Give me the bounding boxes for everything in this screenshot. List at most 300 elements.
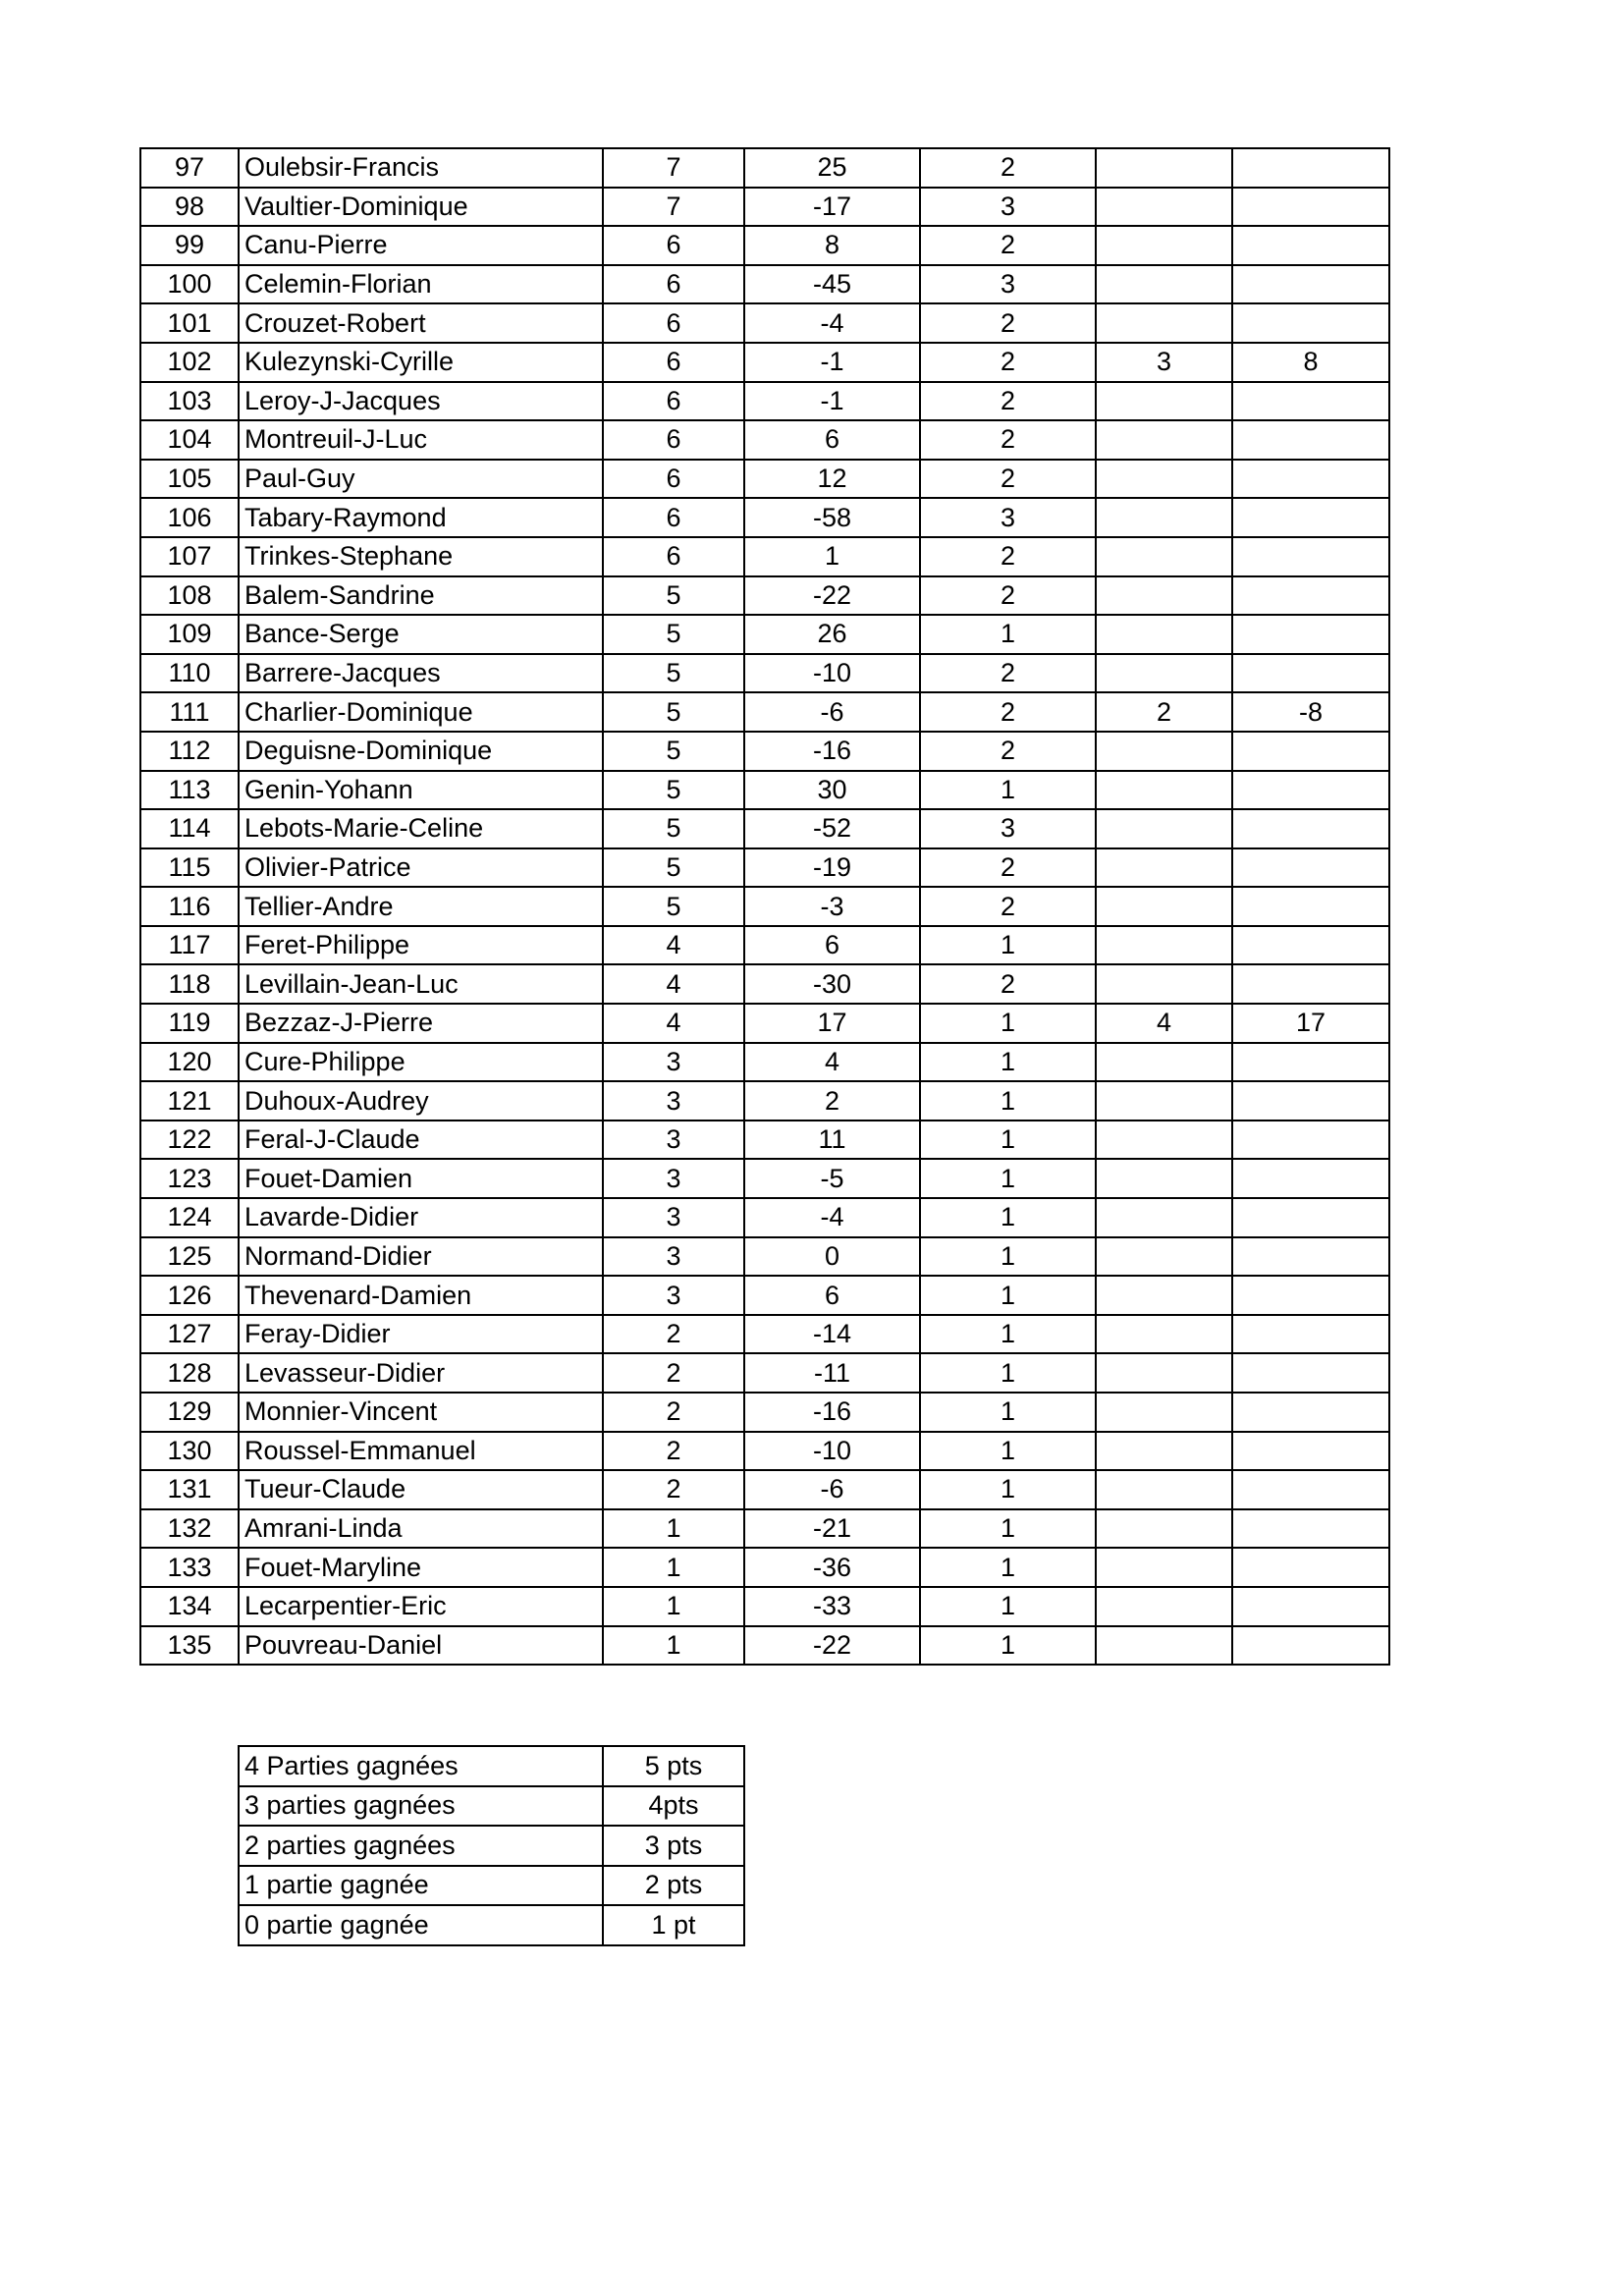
score-difference-cell: -5 (744, 1159, 920, 1198)
extra-value-2-cell (1232, 148, 1389, 188)
extra-value-2-cell (1232, 1548, 1389, 1587)
extra-value-2-cell (1232, 188, 1389, 227)
points-cell: 3 (603, 1276, 744, 1315)
extra-value-2-cell (1232, 1470, 1389, 1509)
table-row (140, 1393, 1389, 1432)
table-row (140, 537, 1389, 576)
extra-value-1-cell (1096, 1470, 1232, 1509)
extra-value-2-cell (1232, 576, 1389, 616)
results-table (139, 147, 1390, 1666)
extra-value-1-cell (1096, 771, 1232, 810)
games-cell: 3 (920, 265, 1096, 304)
rank-cell: 126 (140, 1276, 239, 1315)
games-cell: 2 (920, 654, 1096, 693)
extra-value-1-cell (1096, 1081, 1232, 1121)
table-row (140, 1587, 1389, 1626)
legend-label-cell: 1 partie gagnée (239, 1866, 603, 1906)
games-cell: 2 (920, 460, 1096, 499)
extra-value-1-cell (1096, 1315, 1232, 1354)
table-row (140, 420, 1389, 460)
score-difference-cell: -36 (744, 1548, 920, 1587)
player-name-cell: Canu-Pierre (239, 226, 603, 265)
rank-cell: 128 (140, 1353, 239, 1393)
rank-cell: 133 (140, 1548, 239, 1587)
rank-cell: 97 (140, 148, 239, 188)
table-row (140, 576, 1389, 616)
games-cell: 1 (920, 1432, 1096, 1471)
table-row (140, 1470, 1389, 1509)
extra-value-1-cell (1096, 1626, 1232, 1666)
score-difference-cell: -52 (744, 809, 920, 848)
extra-value-2-cell (1232, 615, 1389, 654)
legend-label-cell: 2 parties gagnées (239, 1826, 603, 1866)
player-name-cell: Tellier-Andre (239, 887, 603, 926)
extra-value-2-cell (1232, 964, 1389, 1004)
rank-cell: 124 (140, 1198, 239, 1237)
table-row (140, 1548, 1389, 1587)
points-cell: 6 (603, 537, 744, 576)
extra-value-2-cell (1232, 265, 1389, 304)
games-cell: 1 (920, 1626, 1096, 1666)
player-name-cell: Charlier-Dominique (239, 692, 603, 732)
points-cell: 5 (603, 771, 744, 810)
points-cell: 6 (603, 343, 744, 382)
table-row (140, 809, 1389, 848)
rank-cell: 109 (140, 615, 239, 654)
extra-value-1-cell (1096, 1198, 1232, 1237)
table-row (140, 771, 1389, 810)
extra-value-2-cell (1232, 1353, 1389, 1393)
score-difference-cell: -6 (744, 1470, 920, 1509)
table-row (140, 1159, 1389, 1198)
games-cell: 1 (920, 1081, 1096, 1121)
extra-value-2-cell (1232, 1626, 1389, 1666)
games-cell: 2 (920, 732, 1096, 771)
extra-value-1-cell (1096, 1393, 1232, 1432)
games-cell: 2 (920, 303, 1096, 343)
legend-value-cell: 5 pts (603, 1746, 744, 1786)
player-name-cell: Amrani-Linda (239, 1509, 603, 1549)
extra-value-1-cell (1096, 226, 1232, 265)
points-cell: 5 (603, 654, 744, 693)
legend-row (239, 1746, 744, 1786)
legend-row (239, 1826, 744, 1866)
table-row (140, 148, 1389, 188)
table-row (140, 964, 1389, 1004)
games-cell: 2 (920, 964, 1096, 1004)
score-difference-cell: 4 (744, 1043, 920, 1082)
rank-cell: 118 (140, 964, 239, 1004)
results-body (140, 148, 1389, 1665)
extra-value-2-cell (1232, 537, 1389, 576)
points-cell: 4 (603, 926, 744, 965)
extra-value-2-cell (1232, 1432, 1389, 1471)
games-cell: 2 (920, 148, 1096, 188)
extra-value-2-cell (1232, 382, 1389, 421)
player-name-cell: Levillain-Jean-Luc (239, 964, 603, 1004)
score-difference-cell: 30 (744, 771, 920, 810)
score-difference-cell: -30 (744, 964, 920, 1004)
games-cell: 1 (920, 1276, 1096, 1315)
extra-value-1-cell (1096, 926, 1232, 965)
rank-cell: 100 (140, 265, 239, 304)
score-difference-cell: -6 (744, 692, 920, 732)
games-cell: 1 (920, 1393, 1096, 1432)
rank-cell: 131 (140, 1470, 239, 1509)
score-difference-cell: 25 (744, 148, 920, 188)
score-difference-cell: -19 (744, 848, 920, 888)
table-row (140, 303, 1389, 343)
score-difference-cell: -16 (744, 732, 920, 771)
rank-cell: 104 (140, 420, 239, 460)
table-row (140, 692, 1389, 732)
rank-cell: 116 (140, 887, 239, 926)
points-cell: 5 (603, 615, 744, 654)
rank-cell: 105 (140, 460, 239, 499)
table-row (140, 1081, 1389, 1121)
score-difference-cell: 26 (744, 615, 920, 654)
points-cell: 2 (603, 1432, 744, 1471)
points-cell: 6 (603, 265, 744, 304)
score-difference-cell: -14 (744, 1315, 920, 1354)
score-difference-cell: -3 (744, 887, 920, 926)
table-row (140, 1198, 1389, 1237)
extra-value-2-cell (1232, 848, 1389, 888)
score-difference-cell: -1 (744, 343, 920, 382)
rank-cell: 108 (140, 576, 239, 616)
player-name-cell: Bance-Serge (239, 615, 603, 654)
player-name-cell: Feret-Philippe (239, 926, 603, 965)
extra-value-2-cell (1232, 1276, 1389, 1315)
player-name-cell: Cure-Philippe (239, 1043, 603, 1082)
score-difference-cell: 2 (744, 1081, 920, 1121)
extra-value-1-cell (1096, 148, 1232, 188)
extra-value-1-cell (1096, 654, 1232, 693)
points-cell: 3 (603, 1081, 744, 1121)
player-name-cell: Paul-Guy (239, 460, 603, 499)
table-row (140, 498, 1389, 537)
games-cell: 1 (920, 1198, 1096, 1237)
score-difference-cell: -16 (744, 1393, 920, 1432)
table-row (140, 848, 1389, 888)
extra-value-2-cell (1232, 226, 1389, 265)
extra-value-1-cell (1096, 1432, 1232, 1471)
rank-cell: 113 (140, 771, 239, 810)
extra-value-1-cell (1096, 1587, 1232, 1626)
rank-cell: 114 (140, 809, 239, 848)
legend-label-cell: 0 partie gagnée (239, 1905, 603, 1945)
extra-value-2-cell (1232, 1509, 1389, 1549)
table-row (140, 926, 1389, 965)
points-cell: 3 (603, 1198, 744, 1237)
score-difference-cell: 6 (744, 926, 920, 965)
extra-value-2-cell (1232, 926, 1389, 965)
points-cell: 2 (603, 1315, 744, 1354)
extra-value-2-cell (1232, 654, 1389, 693)
table-row (140, 1276, 1389, 1315)
player-name-cell: Crouzet-Robert (239, 303, 603, 343)
score-difference-cell: 12 (744, 460, 920, 499)
rank-cell: 98 (140, 188, 239, 227)
player-name-cell: Pouvreau-Daniel (239, 1626, 603, 1666)
player-name-cell: Genin-Yohann (239, 771, 603, 810)
games-cell: 2 (920, 343, 1096, 382)
score-difference-cell: -58 (744, 498, 920, 537)
player-name-cell: Balem-Sandrine (239, 576, 603, 616)
points-cell: 1 (603, 1587, 744, 1626)
rank-cell: 127 (140, 1315, 239, 1354)
rank-cell: 101 (140, 303, 239, 343)
player-name-cell: Lebots-Marie-Celine (239, 809, 603, 848)
score-difference-cell: -45 (744, 265, 920, 304)
points-cell: 7 (603, 148, 744, 188)
points-cell: 6 (603, 303, 744, 343)
score-difference-cell: -22 (744, 576, 920, 616)
score-difference-cell: 11 (744, 1121, 920, 1160)
table-row (140, 1043, 1389, 1082)
extra-value-1-cell: 3 (1096, 343, 1232, 382)
extra-value-1-cell (1096, 1353, 1232, 1393)
points-cell: 1 (603, 1626, 744, 1666)
points-cell: 6 (603, 420, 744, 460)
score-difference-cell: -17 (744, 188, 920, 227)
games-cell: 1 (920, 1509, 1096, 1549)
score-difference-cell: 17 (744, 1004, 920, 1043)
games-cell: 2 (920, 848, 1096, 888)
player-name-cell: Montreuil-J-Luc (239, 420, 603, 460)
extra-value-1-cell: 2 (1096, 692, 1232, 732)
player-name-cell: Fouet-Damien (239, 1159, 603, 1198)
legend-value-cell: 2 pts (603, 1866, 744, 1906)
points-cell: 6 (603, 498, 744, 537)
extra-value-1-cell (1096, 537, 1232, 576)
rank-cell: 134 (140, 1587, 239, 1626)
score-difference-cell: 8 (744, 226, 920, 265)
extra-value-1-cell (1096, 188, 1232, 227)
extra-value-2-cell (1232, 303, 1389, 343)
extra-value-1-cell (1096, 420, 1232, 460)
legend-row (239, 1866, 744, 1906)
extra-value-2-cell: -8 (1232, 692, 1389, 732)
rank-cell: 120 (140, 1043, 239, 1082)
player-name-cell: Oulebsir-Francis (239, 148, 603, 188)
games-cell: 2 (920, 692, 1096, 732)
extra-value-2-cell (1232, 771, 1389, 810)
games-cell: 1 (920, 1004, 1096, 1043)
table-row (140, 654, 1389, 693)
legend-value-cell: 4pts (603, 1786, 744, 1827)
rank-cell: 111 (140, 692, 239, 732)
extra-value-1-cell (1096, 1548, 1232, 1587)
player-name-cell: Olivier-Patrice (239, 848, 603, 888)
player-name-cell: Roussel-Emmanuel (239, 1432, 603, 1471)
extra-value-1-cell: 4 (1096, 1004, 1232, 1043)
points-cell: 6 (603, 382, 744, 421)
extra-value-2-cell: 8 (1232, 343, 1389, 382)
score-difference-cell: 6 (744, 1276, 920, 1315)
points-cell: 5 (603, 809, 744, 848)
extra-value-1-cell (1096, 964, 1232, 1004)
player-name-cell: Vaultier-Dominique (239, 188, 603, 227)
extra-value-2-cell (1232, 809, 1389, 848)
score-difference-cell: -33 (744, 1587, 920, 1626)
games-cell: 1 (920, 1159, 1096, 1198)
table-row (140, 1315, 1389, 1354)
player-name-cell: Duhoux-Audrey (239, 1081, 603, 1121)
player-name-cell: Levasseur-Didier (239, 1353, 603, 1393)
games-cell: 3 (920, 809, 1096, 848)
extra-value-2-cell (1232, 887, 1389, 926)
extra-value-1-cell (1096, 732, 1232, 771)
games-cell: 1 (920, 615, 1096, 654)
score-difference-cell: -11 (744, 1353, 920, 1393)
rank-cell: 115 (140, 848, 239, 888)
score-difference-cell: -1 (744, 382, 920, 421)
extra-value-2-cell (1232, 1587, 1389, 1626)
points-cell: 5 (603, 692, 744, 732)
player-name-cell: Normand-Didier (239, 1237, 603, 1277)
extra-value-1-cell (1096, 498, 1232, 537)
points-cell: 4 (603, 1004, 744, 1043)
games-cell: 2 (920, 537, 1096, 576)
rank-cell: 129 (140, 1393, 239, 1432)
table-row (140, 226, 1389, 265)
table-row (140, 615, 1389, 654)
table-row (140, 460, 1389, 499)
score-difference-cell: 0 (744, 1237, 920, 1277)
rank-cell: 99 (140, 226, 239, 265)
rank-cell: 112 (140, 732, 239, 771)
rank-cell: 103 (140, 382, 239, 421)
score-difference-cell: -10 (744, 654, 920, 693)
games-cell: 2 (920, 887, 1096, 926)
table-row (140, 1509, 1389, 1549)
rank-cell: 132 (140, 1509, 239, 1549)
extra-value-1-cell (1096, 1121, 1232, 1160)
table-row (140, 732, 1389, 771)
table-row (140, 1121, 1389, 1160)
rank-cell: 135 (140, 1626, 239, 1666)
rank-cell: 122 (140, 1121, 239, 1160)
table-row (140, 1237, 1389, 1277)
rank-cell: 102 (140, 343, 239, 382)
table-row (140, 887, 1389, 926)
extra-value-2-cell (1232, 498, 1389, 537)
rank-cell: 106 (140, 498, 239, 537)
extra-value-2-cell (1232, 1081, 1389, 1121)
extra-value-1-cell (1096, 1237, 1232, 1277)
games-cell: 1 (920, 1353, 1096, 1393)
games-cell: 1 (920, 1470, 1096, 1509)
extra-value-1-cell (1096, 809, 1232, 848)
legend-value-cell: 1 pt (603, 1905, 744, 1945)
player-name-cell: Deguisne-Dominique (239, 732, 603, 771)
points-cell: 7 (603, 188, 744, 227)
legend-label-cell: 3 parties gagnées (239, 1786, 603, 1827)
points-cell: 3 (603, 1159, 744, 1198)
extra-value-2-cell (1232, 1315, 1389, 1354)
rank-cell: 107 (140, 537, 239, 576)
legend-body (239, 1746, 744, 1945)
player-name-cell: Fouet-Maryline (239, 1548, 603, 1587)
score-difference-cell: -4 (744, 1198, 920, 1237)
player-name-cell: Tueur-Claude (239, 1470, 603, 1509)
rank-cell: 123 (140, 1159, 239, 1198)
extra-value-2-cell (1232, 420, 1389, 460)
games-cell: 1 (920, 1043, 1096, 1082)
extra-value-2-cell (1232, 1198, 1389, 1237)
extra-value-2-cell (1232, 1043, 1389, 1082)
legend-row (239, 1905, 744, 1945)
extra-value-2-cell (1232, 1121, 1389, 1160)
score-difference-cell: -21 (744, 1509, 920, 1549)
table-row (140, 265, 1389, 304)
player-name-cell: Monnier-Vincent (239, 1393, 603, 1432)
player-name-cell: Kulezynski-Cyrille (239, 343, 603, 382)
points-cell: 3 (603, 1237, 744, 1277)
table-row (140, 1004, 1389, 1043)
rank-cell: 125 (140, 1237, 239, 1277)
points-cell: 3 (603, 1043, 744, 1082)
games-cell: 2 (920, 576, 1096, 616)
extra-value-1-cell (1096, 265, 1232, 304)
rank-cell: 117 (140, 926, 239, 965)
games-cell: 2 (920, 420, 1096, 460)
points-cell: 3 (603, 1121, 744, 1160)
extra-value-2-cell (1232, 1393, 1389, 1432)
points-cell: 5 (603, 887, 744, 926)
player-name-cell: Trinkes-Stephane (239, 537, 603, 576)
table-row (140, 382, 1389, 421)
extra-value-1-cell (1096, 615, 1232, 654)
player-name-cell: Barrere-Jacques (239, 654, 603, 693)
points-cell: 5 (603, 732, 744, 771)
points-cell: 1 (603, 1509, 744, 1549)
points-cell: 1 (603, 1548, 744, 1587)
extra-value-1-cell (1096, 1276, 1232, 1315)
games-cell: 1 (920, 1548, 1096, 1587)
table-row (140, 343, 1389, 382)
extra-value-2-cell (1232, 460, 1389, 499)
score-difference-cell: -22 (744, 1626, 920, 1666)
extra-value-1-cell (1096, 1159, 1232, 1198)
extra-value-2-cell (1232, 732, 1389, 771)
games-cell: 2 (920, 382, 1096, 421)
legend-value-cell: 3 pts (603, 1826, 744, 1866)
score-difference-cell: 6 (744, 420, 920, 460)
points-legend-table (238, 1745, 745, 1946)
extra-value-1-cell (1096, 887, 1232, 926)
legend-row (239, 1786, 744, 1827)
extra-value-1-cell (1096, 1043, 1232, 1082)
games-cell: 1 (920, 1587, 1096, 1626)
points-cell: 2 (603, 1393, 744, 1432)
player-name-cell: Feray-Didier (239, 1315, 603, 1354)
extra-value-2-cell (1232, 1159, 1389, 1198)
games-cell: 2 (920, 226, 1096, 265)
games-cell: 1 (920, 926, 1096, 965)
points-cell: 2 (603, 1470, 744, 1509)
score-difference-cell: -10 (744, 1432, 920, 1471)
rank-cell: 119 (140, 1004, 239, 1043)
points-cell: 5 (603, 848, 744, 888)
table-row (140, 1626, 1389, 1666)
score-difference-cell: 1 (744, 537, 920, 576)
points-cell: 6 (603, 226, 744, 265)
extra-value-2-cell: 17 (1232, 1004, 1389, 1043)
points-cell: 4 (603, 964, 744, 1004)
points-cell: 6 (603, 460, 744, 499)
